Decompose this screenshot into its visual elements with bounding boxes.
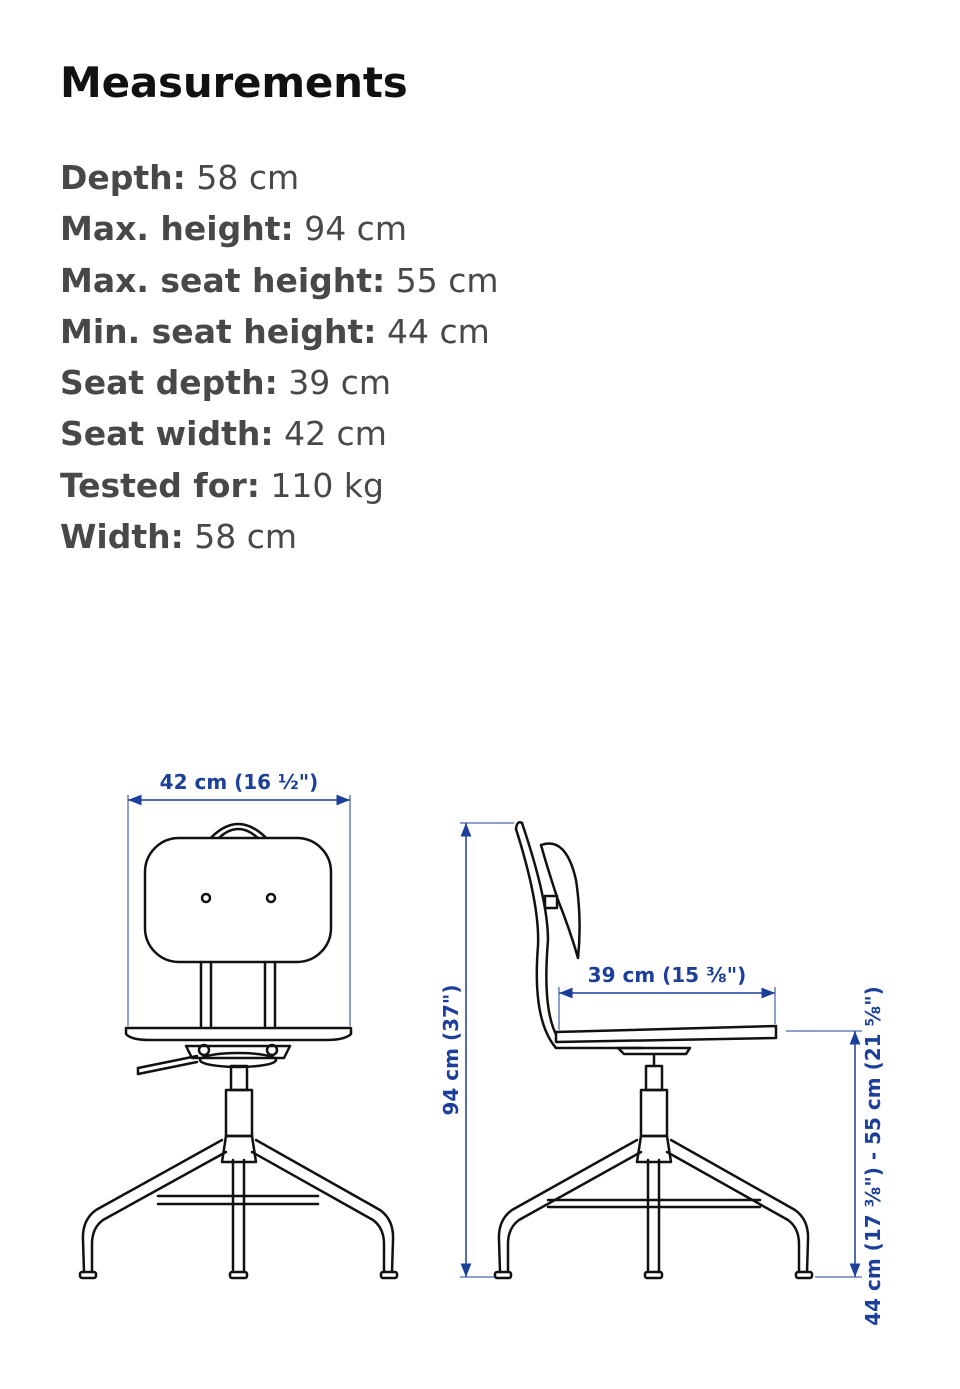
seat-width-label: 42 cm (16 ½") xyxy=(159,770,319,794)
measurement-value: 110 kg xyxy=(259,465,384,505)
seat-depth-label: 39 cm (15 ⅜") xyxy=(587,963,747,987)
measurement-tested-for xyxy=(60,462,499,513)
chair-dimension-diagram xyxy=(0,740,960,1340)
measurement-width xyxy=(60,513,499,564)
measurement-value: 39 cm xyxy=(277,363,392,403)
measurement-value: 42 cm xyxy=(273,414,387,454)
total-height-dimension xyxy=(439,823,514,1277)
measurement-label: Max. seat height: xyxy=(60,260,386,300)
measurement-value: 94 cm xyxy=(293,209,407,249)
measurement-max-seat-height xyxy=(60,257,499,308)
seat-height-label: 44 cm (17 ⅜") - 55 cm (21 ⅝") xyxy=(861,986,885,1326)
measurement-label: Seat depth: xyxy=(60,363,278,403)
total-height-label: 94 cm (37") xyxy=(439,984,463,1116)
measurement-value: 58 cm xyxy=(185,158,300,197)
measurement-label: Max. height: xyxy=(60,209,294,249)
measurement-value: 44 cm xyxy=(376,311,490,351)
measurement-max-height xyxy=(60,205,499,256)
measurement-label: Min. seat height: xyxy=(60,311,377,351)
chair-side-view xyxy=(495,822,812,1278)
measurement-label: Seat width: xyxy=(60,414,274,454)
measurement-value: 55 cm xyxy=(385,260,499,300)
measurement-min-seat-height xyxy=(60,308,499,359)
measurement-label: Tested for: xyxy=(60,465,260,505)
measurement-seat-width xyxy=(60,410,499,461)
measurement-depth xyxy=(60,154,499,205)
seat-depth-dimension xyxy=(559,963,775,1030)
measurement-value: 58 cm xyxy=(183,517,298,557)
seat-height-dimension xyxy=(786,986,885,1326)
page-title: Measurements xyxy=(60,58,408,107)
measurement-label: Width: xyxy=(60,517,184,557)
measurement-seat-depth xyxy=(60,359,499,410)
measurements-list xyxy=(60,154,499,564)
measurement-label: Depth: xyxy=(60,158,186,197)
